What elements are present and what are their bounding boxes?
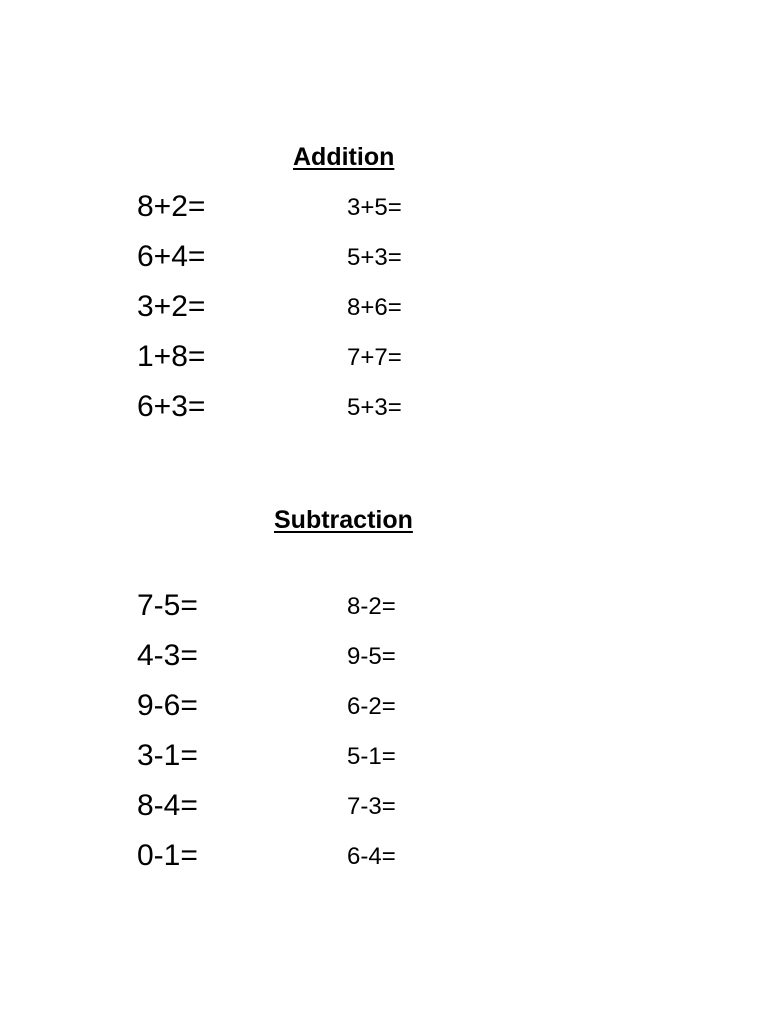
subtraction-problem: 8-4= — [137, 789, 198, 822]
addition-problem: 8+6= — [347, 294, 402, 321]
addition-problem: 5+3= — [347, 394, 402, 421]
subtraction-problem: 5-1= — [347, 743, 396, 770]
subtraction-problem: 8-2= — [347, 593, 396, 620]
addition-heading: Addition — [293, 143, 395, 171]
subtraction-problem: 7-5= — [137, 589, 198, 622]
addition-problem: 1+8= — [137, 340, 206, 373]
addition-right-column — [347, 183, 402, 433]
addition-problem: 6+4= — [137, 240, 206, 273]
subtraction-problem: 3-1= — [137, 739, 198, 772]
addition-problem: 3+2= — [137, 290, 206, 323]
addition-problem: 8+2= — [137, 190, 206, 223]
addition-problem: 5+3= — [347, 244, 402, 271]
subtraction-problem: 6-2= — [347, 693, 396, 720]
subtraction-right-column — [347, 582, 396, 882]
addition-problem: 3+5= — [347, 194, 402, 221]
subtraction-problem: 7-3= — [347, 793, 396, 820]
subtraction-left-column — [137, 581, 198, 881]
subtraction-problem: 9-5= — [347, 643, 396, 670]
subtraction-problem: 6-4= — [347, 843, 396, 870]
subtraction-problem: 0-1= — [137, 839, 198, 872]
addition-problem: 7+7= — [347, 344, 402, 371]
subtraction-heading: Subtraction — [274, 506, 413, 534]
addition-left-column — [137, 182, 205, 432]
addition-problem: 6+3= — [137, 390, 206, 423]
subtraction-problem: 9-6= — [137, 689, 198, 722]
subtraction-problem: 4-3= — [137, 639, 198, 672]
